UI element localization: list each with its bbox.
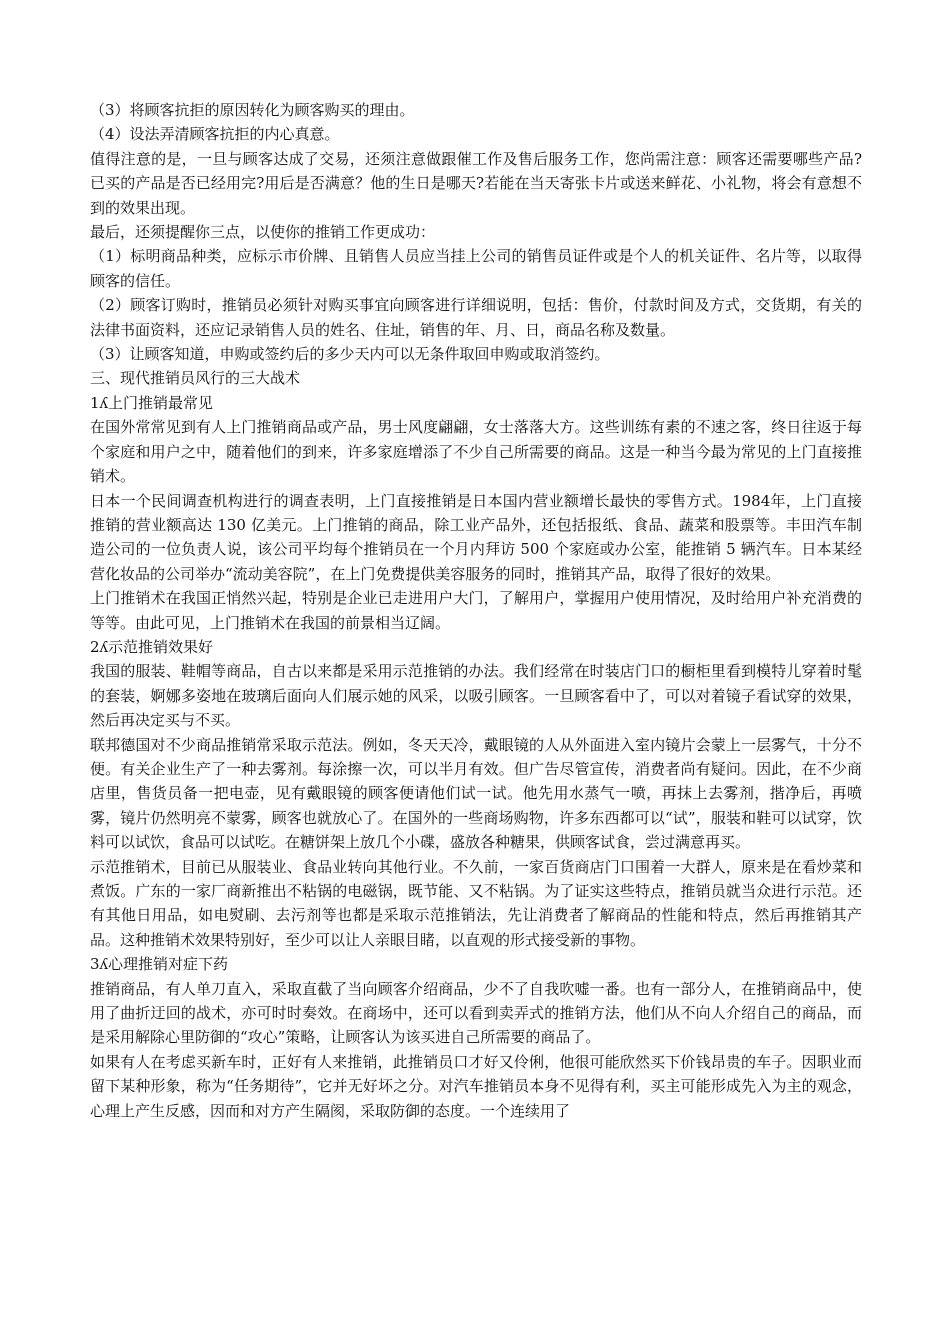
paragraph-door-to-door-abroad: 在国外常常见到有人上门推销商品或产品，男士风度翩翩，女士落落大方。这些训练有素的不速之客，终日往返于每个家庭和用户之中，随着他们的到来，许多家庭增添了不少自己所需要的商品。这是一种当今最为常见的上门直接推销术。 <box>90 418 862 486</box>
section-heading-three-tactics: 三、现代推销员风行的三大战术 <box>90 369 301 388</box>
list-item-4-true-intent: （4）设法弄清顾客抗拒的内心真意。 <box>90 125 340 144</box>
list-item-3-reason: （3）将顾客抗拒的原因转化为顾客购买的理由。 <box>90 101 415 119</box>
paragraph-clothing-demo: 我国的服装、鞋帽等商品，自古以来都是采用示范推销的办法。我们经常在时装店门口的橱柜里看到模特儿穿着时髦的套装，婀娜多姿地在玻璃后面向人们展示她的风采，以吸引顾客。一旦顾客看中了，可以对着镜子看试穿的效果，然后再决定买与不买。 <box>90 662 862 730</box>
subheading-door-to-door: 1ʎ上门推销最常见 <box>90 393 214 412</box>
document-page <box>90 98 862 1123</box>
paragraph-three-reminders: 最后，还须提醒你三点，以使你的推销工作更成功： <box>90 223 436 242</box>
paragraph-new-car-example: 如果有人在考虑买新车时，正好有人来推销，此推销员口才好又伶俐，他很可能欣然买下价钱昂贵的车子。因职业而留下某种形象，称为“任务期待”，它并无好坏之分。对汽车推销员本身不见得有利，买主可能形成先入为主的观念，心理上产生反感，因而和对方产生隔阂，采取防御的态度。一个连续用了 <box>90 1052 862 1120</box>
paragraph-japan-survey: 日本一个民间调查机构进行的调查表明，上门直接推销是日本国内营业额增长最快的零售方式。1984年，上门直接推销的营业额高达 130 亿美元。上门推销的商品，除工业产品外，还包括报纸、食品、蔬菜和股票等。丰田汽车制造公司的一位负责人说，该公司平均每个推销员在一个月内拜访 500 个家庭或办公室，能推销 5 辆汽车。日本某经营化妆品的公司举办“流动美容院”，在上门免费提供美容服务的同时，推销其产品，取得了很好的效果。 <box>90 491 862 583</box>
subheading-psychological: 3ʎ心理推销对症下药 <box>90 955 229 974</box>
paragraph-door-to-door-china: 上门推销术在我国正悄然兴起，特别是企业已走进用户大门，了解用户，掌握用户使用情况，及时给用户补充消费的等等。由此可见，上门推销术在我国的前景相当辽阔。 <box>90 589 862 632</box>
subheading-demonstration: 2ʎ示范推销效果好 <box>90 637 214 656</box>
paragraph-after-sales: 值得注意的是，一旦与顾客达成了交易，还须注意做跟催工作及售后服务工作，您尚需注意：顾客还需要哪些产品?已买的产品是否已经用完?用后是否满意？他的生日是哪天?若能在当天寄张卡片或送来鲜花、小礼物，将会有意想不到的效果出现。 <box>90 149 862 217</box>
list-item-3-cancel: （3）让顾客知道，申购或签约后的多少天内可以无条件取回申购或取消签约。 <box>90 345 610 364</box>
list-item-2-explain-order: （2）顾客订购时，推销员必须针对购买事宜向顾客进行详细说明，包括：售价，付款时间及方式，交货期，有关的法律书面资料，还应记录销售人员的姓名、住址，销售的年、月、日，商品名称及数量。 <box>90 296 862 339</box>
list-item-1-label-goods: （1）标明商品种类，应标示市价牌、且销售人员应当挂上公司的销售员证件或是个人的机关证件、名片等，以取得顾客的信任。 <box>90 247 862 290</box>
paragraph-germany-demo: 联邦德国对不少商品推销常采取示范法。例如，冬天天冷，戴眼镜的人从外面进入室内镜片会蒙上一层雾气，十分不便。有关企业生产了一种去雾剂。每涂擦一次，可以半月有效。但广告尽管宣传，消费者尚有疑问。因此，在不少商店里，售货员备一把电壶，见有戴眼镜的顾客便请他们试一试。他先用水蒸气一喷，再抹上去雾剂，揩净后，再喷雾，镜片仍然明亮不蒙雾，顾客也就放心了。在国外的一些商场购物，许多东西都可以“试”，服装和鞋可以试穿，饮料可以试饮，食品可以试吃。在糖饼架上放几个小碟，盛放各种糖果，供顾客试食，尝过满意再买。 <box>90 735 862 852</box>
paragraph-psychological-approach: 推销商品，有人单刀直入，采取直截了当向顾客介绍商品，少不了自我吹嘘一番。也有一部分人，在推销商品中，使用了曲折迂回的战术，亦可时时奏效。在商场中，还可以看到卖弄式的推销方法，他们从不向人介绍自己的商品，而是采用解除心里防御的“攻心”策略，让顾客认为该买进自己所需要的商品了。 <box>90 979 862 1047</box>
paragraph-demo-other-industries: 示范推销术，目前已从服装业、食品业转向其他行业。不久前，一家百货商店门口围着一大群人，原来是在看炒菜和煮饭。广东的一家厂商新推出不粘锅的电磁锅，既节能、又不粘锅。为了证实这些特点，推销员就当众进行示范。还有其他日用品，如电熨刷、去污剂等也都是采取示范推销法，先让消费者了解商品的性能和特点，然后再推销其产品。这种推销术效果特别好，至少可以让人亲眼目睹，以直观的形式接受新的事物。 <box>90 857 862 949</box>
